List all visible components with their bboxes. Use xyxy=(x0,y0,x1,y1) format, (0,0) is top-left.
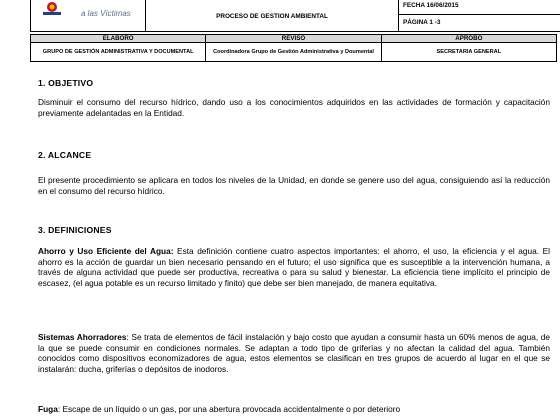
definition-fuga xyxy=(38,404,550,415)
section-title-definiciones: 3. DEFINICIONES xyxy=(38,225,112,235)
signature-body-row xyxy=(31,43,557,62)
term-fuga: Fuga xyxy=(38,404,58,414)
col-elaboro: ELABORÓ xyxy=(31,35,206,43)
logo-text: a las Víctimas xyxy=(81,9,131,18)
document-header xyxy=(30,0,560,32)
definition-sistemas xyxy=(38,332,550,374)
col-aprobo: APROBÓ xyxy=(381,35,556,43)
meta-cell xyxy=(399,0,560,32)
text-sistemas: : Se trata de elementos de fácil instalación y bajo costo que ayudan a consumir hasta un 60% menos de agua, de la que se puede consumir en condiciones normales. Se adaptan a todo tipo de griferías y no afectan la calidad del agua. También conocidos como dispositivos economizadores de agua, estos elementos se clasifican en tres grupos de acuerdo al lugar en el que se instalarán: ducha, griferías o depósitos de inodoros. xyxy=(38,332,550,374)
page-label: PÁGINA 1 -3 xyxy=(403,18,441,26)
process-title: PROCESO DE GESTION AMBIENTAL xyxy=(216,13,328,20)
signature-header-row xyxy=(31,35,557,43)
process-title-cell xyxy=(146,0,399,32)
objetivo-text: Disminuir el consumo del recurso hídrico, dando uso a los conocimientos adquiridos en las actividades de formación y capacitación previamente adelantadas en la Entidad. xyxy=(38,97,550,118)
logo-cell xyxy=(31,0,146,32)
term-ahorro: Ahorro y Uso Eficiente del Agua: xyxy=(38,246,174,256)
aprobo-value: SECRETARIA GENERAL xyxy=(381,43,556,62)
signature-table xyxy=(30,34,557,62)
term-sistemas: Sistemas Ahorradores xyxy=(38,332,127,342)
date-label: FECHA 16/06/2015 xyxy=(399,0,560,15)
section-title-objetivo: 1. OBJETIVO xyxy=(38,78,94,88)
text-ahorro: Esta definición contiene cuatro aspectos importantes: el ahorro, el uso, la eficiencia y el agua. El ahorro es la acción de guardar un bien necesario pensando en el futuro; el uso significa que es susceptible a la intervención humana, a través de alguna actividad que puede ser productiva, recreativa o para su salud y bienestar. La eficiencia tiene implícito el principio de escasez, (el agua potable es un recurso limitado y finito) que debe ser bien manejado, de manera equitativa. xyxy=(38,246,550,288)
col-reviso: REVISÓ xyxy=(206,35,381,43)
definition-ahorro xyxy=(38,246,550,288)
reviso-value: Coordinadora Grupo de Gestión Administrativa y Doumental xyxy=(206,43,381,62)
alcance-text: El presente procedimiento se aplicara en todos los niveles de la Unidad, en donde se genere uso del agua, consiguiendo así la reducción en el consumo del recurso hídrico. xyxy=(38,175,550,196)
logo-emblem-icon xyxy=(41,2,63,16)
section-title-alcance: 2. ALCANCE xyxy=(38,150,92,160)
text-fuga: : Escape de un líquido o un gas, por una abertura provocada accidentalmente o por deterioro xyxy=(57,404,401,414)
elaboro-value: GRUPO DE GESTIÓN ADMINISTRATIVA Y DOCUMENTAL xyxy=(31,43,206,62)
